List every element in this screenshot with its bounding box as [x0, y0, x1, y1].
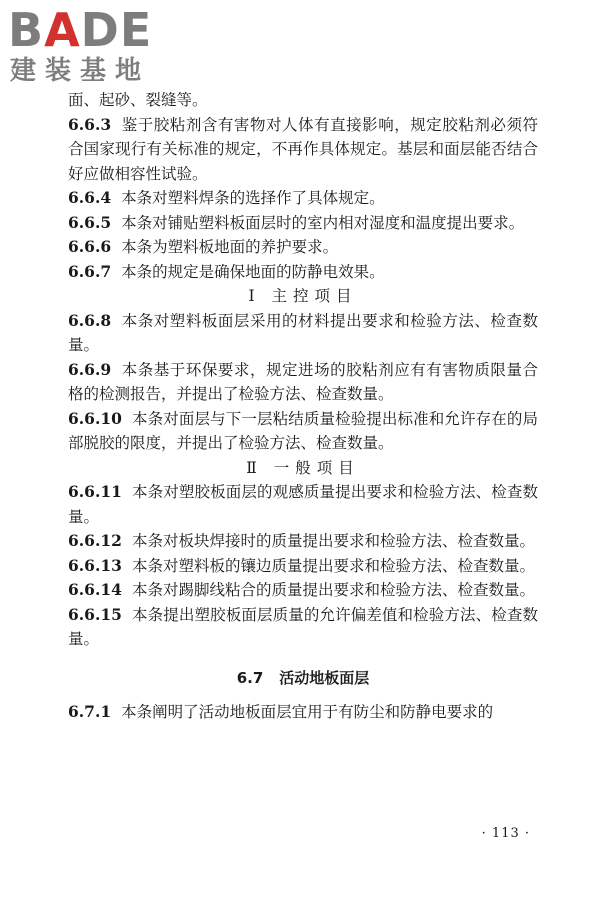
clause-number: 6.6.10: [68, 408, 122, 428]
heading-general-items: Ⅱ 一般项目: [246, 458, 360, 477]
heading-main-control-items: Ⅰ 主控项目: [248, 287, 358, 305]
clause-6-6-12: [68, 529, 538, 554]
paragraph-continuation: [68, 88, 538, 113]
logo-wordmark: [8, 4, 152, 56]
section-heading: [68, 666, 538, 691]
clause-number: 6.6.6: [68, 237, 112, 256]
clause-6-6-13: [68, 554, 538, 579]
clause-6-6-5: [68, 211, 538, 236]
logo-letter-b: B: [8, 3, 45, 57]
clause-number: 6.6.8: [68, 310, 112, 330]
clause-number: 6.6.15: [68, 604, 122, 624]
logo-subtitle: 建装基地: [10, 56, 151, 86]
clause-text: 本条对面层与下一层粘结质量检验提出标准和允许存在的局部脱胶的限度，并提出了检验方法、检查数量。: [68, 409, 538, 452]
section-number: 6.7: [236, 668, 264, 687]
clause-6-7-1: [68, 700, 538, 725]
clause-text: 本条为塑料板地面的养护要求。: [121, 238, 339, 256]
logo-letters-de: DE: [80, 3, 153, 57]
clause-6-6-8: [68, 309, 538, 358]
clause-number: 6.6.4: [68, 188, 112, 207]
page-number: · 113 ·: [481, 826, 530, 841]
clause-number: 6.6.13: [68, 555, 122, 575]
clause-text: 鉴于胶粘剂含有害物对人体有直接影响，规定胶粘剂必须符合国家现行有关标准的规定，不再作具体规定。基层和面层能否结合好应做相容性试验。: [68, 115, 538, 183]
clause-6-6-11: [68, 480, 538, 529]
clause-6-6-9: [68, 358, 538, 407]
clause-6-6-14: [68, 578, 538, 603]
clause-text: 本条对铺贴塑料板面层时的室内相对湿度和温度提出要求。: [121, 213, 525, 232]
paragraph-text: 面、起砂、裂缝等。: [68, 91, 208, 109]
clause-6-6-3: [68, 113, 538, 187]
clause-6-6-10: [68, 407, 538, 456]
section-title: 活动地板面层: [279, 668, 370, 687]
clause-number: 6.6.5: [68, 212, 112, 232]
clause-number: 6.7.1: [68, 702, 112, 721]
clause-text: 本条对塑料板的镶边质量提出要求和检验方法、检查数量。: [131, 556, 535, 575]
clause-number: 6.6.9: [68, 359, 112, 379]
watermark-logo: [8, 4, 178, 88]
clause-text: 本条对塑料板面层采用的材料提出要求和检验方法、检查数量。: [68, 311, 538, 354]
clause-number: 6.6.3: [68, 114, 112, 134]
clause-text: 本条对板块焊接时的质量提出要求和检验方法、检查数量。: [131, 532, 535, 550]
clause-number: 6.6.12: [68, 531, 122, 550]
clause-text: 本条提出塑胶板面层质量的允许偏差值和检验方法、检查数量。: [68, 605, 538, 648]
clause-number: 6.6.14: [68, 580, 122, 599]
clause-text: 本条对塑料焊条的选择作了具体规定。: [121, 189, 385, 207]
clause-6-6-6: [68, 235, 538, 260]
clause-text: 本条对踢脚线粘合的质量提出要求和检验方法、检查数量。: [131, 581, 535, 599]
clause-text: 本条基于环保要求，规定进场的胶粘剂应有有害物质限量合格的检测报告，并提出了检验方法、检查数量。: [68, 360, 538, 403]
clause-6-6-15: [68, 603, 538, 652]
clause-number: 6.6.7: [68, 261, 112, 281]
document-body: [68, 88, 538, 725]
clause-6-6-7: [68, 260, 538, 285]
clause-number: 6.6.11: [68, 482, 122, 501]
clause-6-6-4: [68, 186, 538, 211]
clause-text: 本条的规定是确保地面的防静电效果。: [121, 262, 385, 281]
clause-text: 本条阐明了活动地板面层宜用于有防尘和防静电要求的: [121, 703, 494, 721]
logo-letter-a: A: [44, 3, 81, 57]
clause-text: 本条对塑胶板面层的观感质量提出要求和检验方法、检查数量。: [68, 483, 538, 526]
